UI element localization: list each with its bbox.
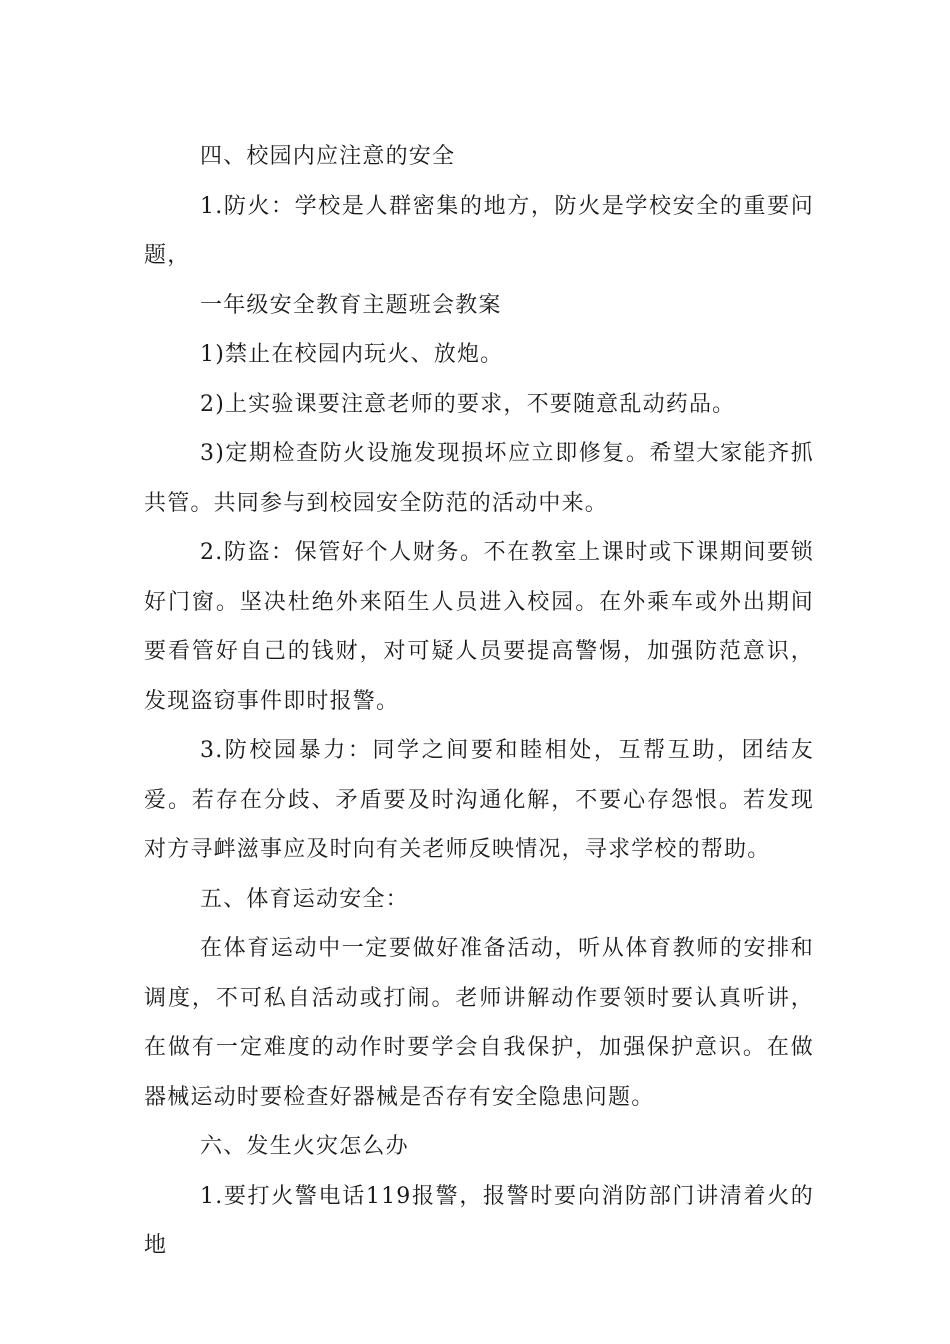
document-body [144,132,814,1271]
paragraph-lesson-title: 一年级安全教育主题班会教案 [200,292,502,318]
list-item-fire-facility-check: 3)定期检查防火设施发现损坏应立即修复。希望大家能齐抓共管。共同参与到校园安全防范的活动中来。 [144,441,814,516]
heading-campus-safety: 四、校园内应注意的安全 [200,144,456,169]
list-item-lab-rules: 2)上实验课要注意老师的要求，不要随意乱动药品。 [200,391,736,417]
paragraph-sports-safety: 在体育运动中一定要做好准备活动，听从体育教师的安排和调度，不可私自活动或打闹。老师讲解动作要领时要认真听讲，在做有一定难度的动作时要学会自我保护，加强保护意识。在做器械运动时要检查好器械是否存有安全隐患问题。 [144,936,814,1110]
heading-sports-safety: 五、体育运动安全： [200,886,409,912]
heading-fire-response: 六、发生火灾怎么办 [200,1134,409,1159]
paragraph-anti-violence: 3.防校园暴力：同学之间要和睦相处，互帮互助，团结友爱。若存在分歧、矛盾要及时沟通化解，不要心存怨恨。若发现对方寻衅滋事应及时向有关老师反映情况，寻求学校的帮助。 [144,738,814,862]
paragraph-theft-prevention: 2.防盗：保管好个人财务。不在教室上课时或下课期间要锁好门窗。坚决杜绝外来陌生人员进入校园。在外乘车或外出期间要看管好自己的钱财，对可疑人员要提高警惕，加强防范意识，发现盗窃事件即时报警。 [144,540,814,714]
paragraph-fire-prevention: 1.防火：学校是人群密集的地方，防火是学校安全的重要问题， [144,193,814,268]
list-item-no-fire-play: 1)禁止在校园内玩火、放炮。 [200,342,504,367]
paragraph-call-119: 1.要打火警电话119报警，报警时要向消防部门讲清着火的地 [144,1183,814,1258]
